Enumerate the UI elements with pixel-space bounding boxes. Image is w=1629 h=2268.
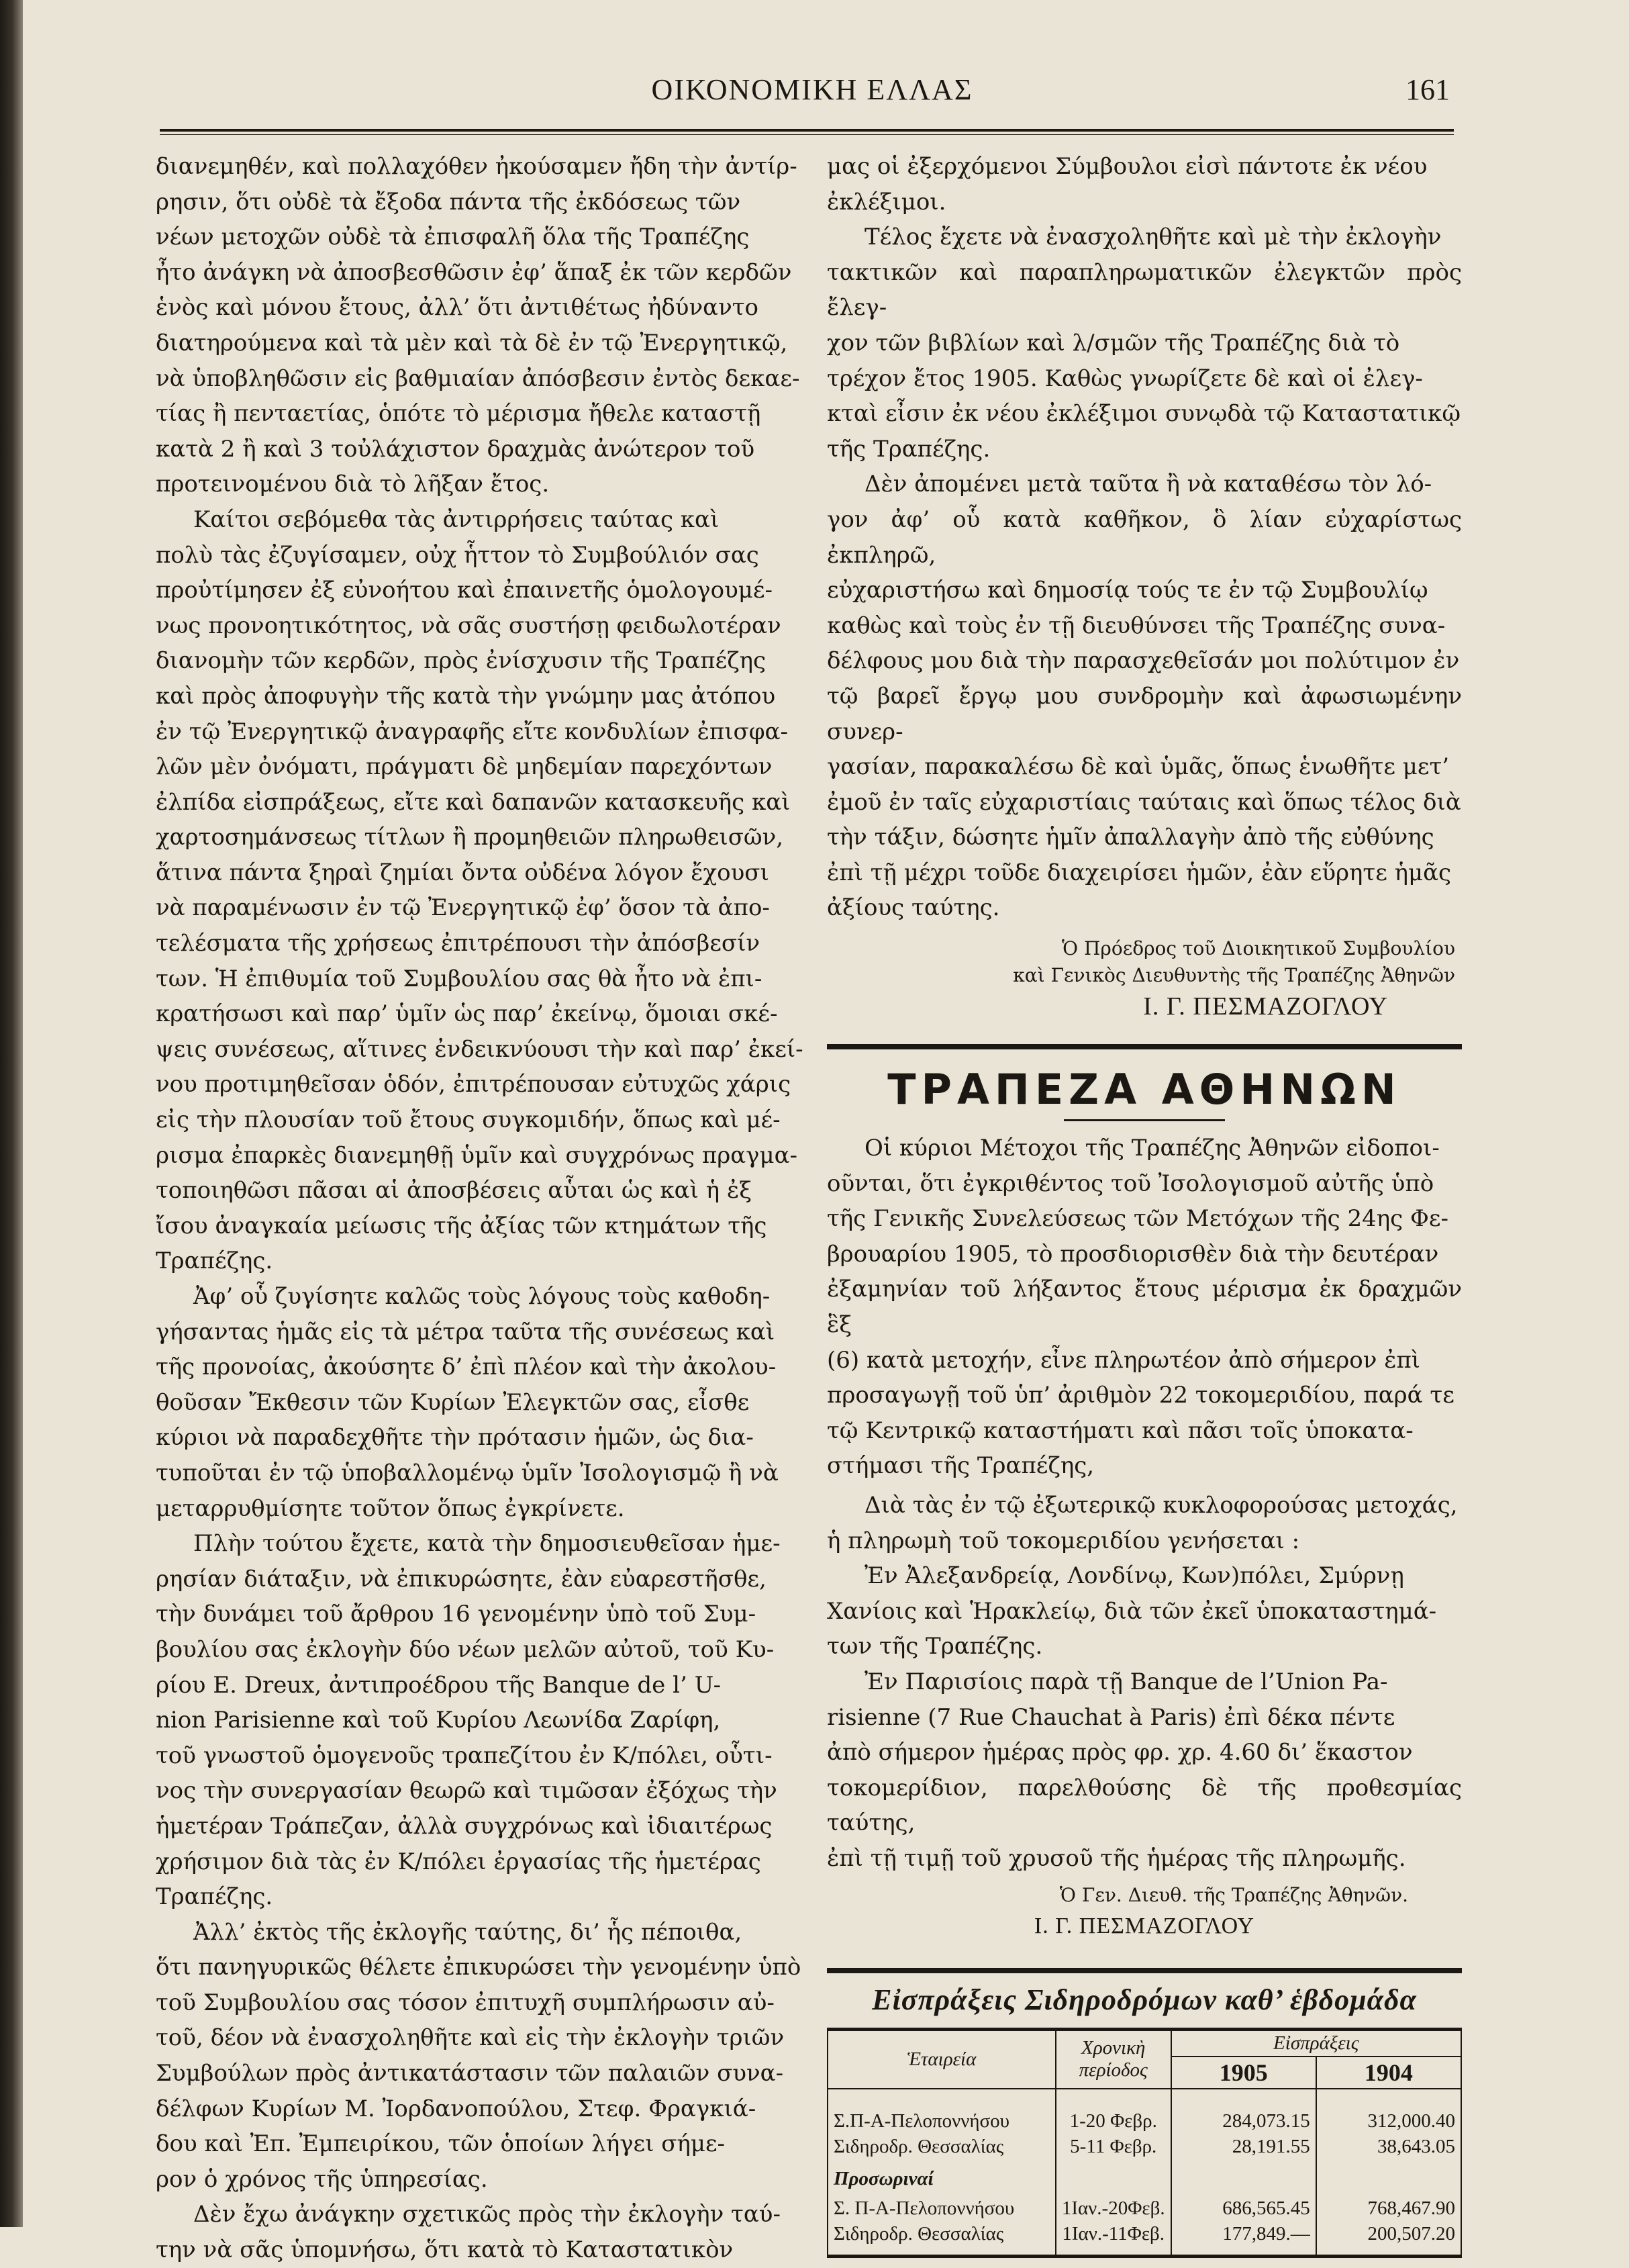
- book-binding-edge: [0, 0, 23, 2227]
- value-1905-cell: 686,565.45: [1171, 2195, 1316, 2221]
- header-rule-thin: [160, 134, 1454, 135]
- bank-notice: [827, 1064, 1462, 1943]
- value-1905-cell: 28,191.55: [1171, 2134, 1316, 2159]
- receipts-table-title: Εἰσπράξεις Σιδηροδρόμων καθ’ ἑβδομάδα: [872, 1983, 1417, 2016]
- railway-receipts: [827, 1983, 1462, 2258]
- notice-signature: [827, 1882, 1462, 1944]
- page-number: 161: [1405, 73, 1450, 106]
- period-cell: 5-11 Φεβρ.: [1056, 2134, 1171, 2159]
- notice-signature-title: Ὁ Γεν. Διευθ. τῆς Τραπέζης Ἀθηνῶν.: [1059, 1883, 1408, 1906]
- value-1904-cell: 200,507.20: [1316, 2221, 1461, 2257]
- period-cell: 1-20 Φεβρ.: [1056, 2089, 1171, 2134]
- right-paragraph-3: Δὲν ἀπομένει μετὰ ταῦτα ἢ νὰ καταθέσω τὸν λό- γον ἀφ’ οὗ κατὰ καθῆκον, ὃ λίαν εὐχαρίστως ἐκπληρῶ, εὐχαριστήσω καὶ δημοσίᾳ τούς τε ἐν τῷ Συμβουλίῳ καθὼς καὶ τοὺς ἐν τῇ διευθύνσει τῆς Τραπέζης συνα- δέλφους μου διὰ τὴν παρασχεθεῖσάν μοι πολύτιμον ἐν τῷ βαρεῖ ἔργῳ μου συνδρομὴν καὶ ἀφωσιωμένην συνερ- γασίαν, παρακαλέσω δὲ καὶ ὑμᾶς, ὅπως ἑνωθῆτε μετ’ ἐμοῦ ἐν ταῖς εὐχαριστίαις ταύταις καὶ ὅπως τέλος διὰ τὴν τάξιν, δώσητε ἡμῖν ἀπαλλαγὴν ἀπὸ τῆς εὐθύνης ἐπὶ τῇ μέχρι τοῦδε διαχειρίσει ἡμῶν, ἐὰν εὕρητε ἡμᾶς ἀξίους ταύτης.: [827, 471, 1462, 922]
- value-1905-cell: 284,073.15: [1171, 2089, 1316, 2134]
- left-column: [156, 149, 804, 2268]
- value-1904-cell: 768,467.90: [1316, 2195, 1461, 2221]
- empty-cell: [1171, 2159, 1316, 2195]
- table-row: [828, 2195, 1461, 2221]
- provisional-label: Προσωριναί: [828, 2159, 1056, 2195]
- table-row: [828, 2134, 1461, 2159]
- value-1905-cell: 177,849.—: [1171, 2221, 1316, 2257]
- period-cell: 1Ιαν.-20Φεβ.: [1056, 2195, 1171, 2221]
- bank-notice-title: ΤΡΑΠΕΖΑ ΑΘΗΝΩΝ: [887, 1065, 1401, 1115]
- left-paragraph-2: Καίτοι σεβόμεθα τὰς ἀντιρρήσεις ταύτας καὶ πολὺ τὰς ἐζυγίσαμεν, οὐχ ἧττον τὸ Συμβούλιόν σας προὐτίμησεν ἐξ εὐνοήτου καὶ ἐπαινετῆς ὁμολογουμέ- νως προνοητικότητος, νὰ σᾶς συστήσῃ φειδωλοτέραν διανομὴν τῶν κερδῶν, πρὸς ἐνίσχυσιν τῆς Τραπέζης καὶ πρὸς ἀποφυγὴν τῆς κατὰ τὴν γνώμην μας ἀτόπου ἐν τῷ Ἐνεργητικῷ ἀναγραφῆς εἴτε κονδυλίων ἐπισφα- λῶν μὲν ὀνόματι, πράγματι δὲ μηδεμίαν παρεχόντων ἐλπίδα εἰσπράξεως, εἴτε καὶ δαπανῶν κατασκευῆς καὶ χαρτοσημάνσεως τίτλων ἢ προμηθειῶν πληρωθεισῶν, ἅτινα πάντα ξηραὶ ζημίαι ὄντα οὐδένα λόγον ἔχουσι νὰ παραμένωσιν ἐν τῷ Ἐνεργητικῷ ἐφ’ ὅσον τὰ ἀπο- τελέσματα τῆς χρήσεως ἐπιτρέπουσι τὴν ἀπόσβεσίν των. Ἡ ἐπιθυμία τοῦ Συμβουλίου σας θὰ ἦτο νὰ ἐπι- κρατήσωσι καὶ παρ’ ὑμῖν ὡς παρ’ ἐκείνῳ, ὅμοιαι σκέ- ψεις συνέσεως, αἵτινες ἐνδεικνύουσι τὴν καὶ παρ’ ἐκεί- νου προτιμηθεῖσαν ὁδόν, ἐπιτρέπουσαν εὐτυχῶς χάρις εἰς τὴν πλουσίαν τοῦ ἔτους συγκομιδήν, ὅπως καὶ μέ- ρισμα ἐπαρκὲς διανεμηθῇ ὑμῖν καὶ συγχρόνως πραγμα- τοποιηθῶσι πᾶσαι αἱ ἀποσβέσεις αὗται ὡς καὶ ἡ ἐξ ἴσου ἀναγκαία μείωσις τῆς ἀξίας τῶν κτημάτων τῆς Τραπέζης.: [156, 506, 803, 1275]
- empty-cell: [1316, 2159, 1461, 2195]
- company-cell: Σιδηροδρ. Θεσσαλίας: [828, 2134, 1056, 2159]
- value-1904-cell: 312,000.40: [1316, 2089, 1461, 2134]
- header-year-1905: 1905: [1171, 2057, 1316, 2089]
- left-paragraph-3: Ἀφ’ οὗ ζυγίσητε καλῶς τοὺς λόγους τοὺς καθοδη- γήσαντας ἡμᾶς εἰς τὰ μέτρα ταῦτα τῆς συνέσεως καὶ τῆς προνοίας, ἀκούσητε δ’ ἐπὶ πλέον καὶ τὴν ἀκολου- θοῦσαν Ἔκθεσιν τῶν Κυρίων Ἐλεγκτῶν σας, εἶσθε κύριοι νὰ παραδεχθῆτε τὴν πρότασιν ἡμῶν, ὡς δια- τυποῦται ἐν τῷ ὑποβαλλομένῳ ὑμῖν Ἰσολογισμῷ ἢ νὰ μεταρρυθμίσητε τοῦτον ὅπως ἐγκρίνετε.: [156, 1283, 779, 1522]
- company-cell: Σ. Π-Α-Πελοποννήσου: [828, 2195, 1056, 2221]
- header-company: Ἑταιρεία: [828, 2029, 1056, 2089]
- right-paragraph-2: Τέλος ἔχετε νὰ ἐνασχοληθῆτε καὶ μὲ τὴν ἐκλογὴν τακτικῶν καὶ παραπληρωματικῶν ἐλεγκτῶν πρὸς ἔλεγ- χον τῶν βιβλίων καὶ λ/σμῶν τῆς Τραπέζης διὰ τὸ τρέχον ἔτος 1905. Καθὼς γνωρίζετε δὲ καὶ οἱ ἐλεγ- κταὶ εἶσιν ἐκ νέου ἐκλέξιμοι συνῳδὰ τῷ Καταστατικῷ τῆς Τραπέζης.: [827, 224, 1462, 463]
- table-divider: [827, 1968, 1462, 1973]
- left-paragraph-6: Δὲν ἔχω ἀνάγκην σχετικῶς πρὸς τὴν ἐκλογὴν ταύ- την νὰ σᾶς ὑπομνήσω, ὅτι κατὰ τὸ Καταστατικὸν: [156, 2201, 781, 2264]
- right-paragraph-1: μας οἱ ἐξερχόμενοι Σύμβουλοι εἰσὶ πάντοτε ἐκ νέου ἐκλέξιμοι.: [827, 153, 1428, 216]
- table-row: [828, 2089, 1461, 2134]
- header-receipts: Εἰσπράξεις: [1171, 2029, 1461, 2057]
- company-cell: Σ.Π-Α-Πελοποννήσου: [828, 2089, 1056, 2134]
- company-cell: Σιδηροδρ. Θεσσαλίας: [828, 2221, 1056, 2257]
- notice-paragraph-2: Διὰ τὰς ἐν τῷ ἐξωτερικῷ κυκλοφορούσας μετοχάς, ἡ πληρωμὴ τοῦ τοκομεριδίου γενήσεται :: [827, 1492, 1458, 1554]
- right-column: [827, 149, 1462, 2258]
- empty-cell: [1056, 2159, 1171, 2195]
- table-row: [828, 2221, 1461, 2257]
- notice-paragraph-4: Ἐν Παρισίοις παρὰ τῇ Banque de l’Union Pa- risienne (7 Rue Chauchat à Paris) ἐπὶ δέκα πέντε ἀπὸ σήμερον ἡμέρας πρὸς φρ. χρ. 4.60 δι’ ἕκαστον τοκομερίδιον, παρελθούσης δὲ τῆς προθεσμίας ταύτης, ἐπὶ τῇ τιμῇ τοῦ χρυσοῦ τῆς ἡμέρας τῆς πληρωμῆς.: [827, 1668, 1462, 1872]
- header-rule: [160, 129, 1454, 132]
- title-underline: [1064, 1119, 1225, 1121]
- period-cell: 1Ιαν.-11Φεβ.: [1056, 2221, 1171, 2257]
- notice-paragraph-3: Ἐν Ἀλεξανδρείᾳ, Λονδίνῳ, Κων)πόλει, Σμύρνῃ Χανίοις καὶ Ἡρακλείῳ, διὰ τῶν ἐκεῖ ὑποκαταστημά- των τῆς Τραπέζης.: [827, 1562, 1437, 1660]
- left-paragraph-4: Πλὴν τούτου ἔχετε, κατὰ τὴν δημοσιευθεῖσαν ἡμε- ρησίαν διάταξιν, νὰ ἐπικυρώσητε, ἐὰν εὐαρεστῆσθε, τὴν δυνάμει τοῦ ἄρθρου 16 γενομένην ὑπὸ τοῦ Συμ- βουλίου σας ἐκλογὴν δύο νέων μελῶν αὐτοῦ, τοῦ Κυ- ρίου E. Dreux, ἀντιπροέδρου τῆς Banque de l’ U- nion Parisienne καὶ τοῦ Κυρίου Λεωνίδα Ζαρίφη, τοῦ γνωστοῦ ὁμογενοῦς τραπεζίτου ἐν Κ/πόλει, οὗτι- νος τὴν συνεργασίαν θεωρῶ καὶ τιμῶσαν ἐξόχως τὴν ἡμετέραν Τράπεζαν, ἀλλὰ συγχρόνως καὶ ἰδιαιτέρως χρήσιμον διὰ τὰς ἐν Κ/πόλει ἐργασίας τῆς ἡμετέρας Τραπέζης.: [156, 1530, 781, 1911]
- header-year-1904: 1904: [1316, 2057, 1461, 2089]
- notice-signature-name: Ι. Γ. ΠΕΣΜΑΖΟΓΛΟΥ: [1034, 1913, 1255, 1938]
- signature-title-line-1: Ὁ Πρόεδρος τοῦ Διοικητικοῦ Συμβουλίου: [1062, 937, 1455, 960]
- header-period: Χρονικὴ περίοδος: [1056, 2029, 1171, 2089]
- left-paragraph-1: διανεμηθέν, καὶ πολλαχόθεν ἠκούσαμεν ἤδη τὴν ἀντίρ- ρησιν, ὅτι οὐδὲ τὰ ἔξοδα πάντα τῆς ἐκδόσεως τῶν νέων μετοχῶν οὐδὲ τὰ ἐπισφαλῆ ὅλα τῆς Τραπέζης ἦτο ἀνάγκη νὰ ἀποσβεσθῶσιν ἐφ’ ἅπαξ ἐκ τῶν κερδῶν ἑνὸς καὶ μόνου ἔτους, ἀλλ’ ὅτι ἀντιθέτως ἠδύναντο διατηρούμενα καὶ τὰ μὲν καὶ τὰ δὲ ἐν τῷ Ἐνεργητικῷ, νὰ ὑποβληθῶσιν εἰς βαθμιαίαν ἀπόσβεσιν ἐντὸς δεκαε- τίας ἢ πενταετίας, ὁπότε τὸ μέρισμα ἤθελε καταστῇ κατὰ 2 ἢ καὶ 3 τοὐλάχιστον δραχμὰς ἀνώτερον τοῦ προτεινομένου διὰ τὸ λῆξαν ἔτος.: [156, 153, 800, 498]
- receipts-table: [827, 2028, 1462, 2258]
- section-divider: [827, 1044, 1462, 1049]
- signature-name: Ι. Γ. ΠΕΣΜΑΖΟΓΛΟΥ: [1143, 992, 1388, 1021]
- journal-title: ΟΙΚΟΝΟΜΙΚΗ ΕΛΛΑΣ: [651, 73, 973, 106]
- value-1904-cell: 38,643.05: [1316, 2134, 1461, 2159]
- left-paragraph-5: Ἀλλ’ ἐκτὸς τῆς ἐκλογῆς ταύτης, δι’ ἧς πέποιθα, ὅτι πανηγυρικῶς θέλετε ἐπικυρώσει τὴν γενομένην ὑπὸ τοῦ Συμβουλίου σας τόσον ἐπιτυχῆ συμπλήρωσιν αὐ- τοῦ, δέον νὰ ἐνασχοληθῆτε καὶ εἰς τὴν ἐκλογὴν τριῶν Συμβούλων πρὸς ἀντικατάστασιν τῶν παλαιῶν συνα- δέλφων Κυρίων Μ. Ἰορδανοπούλου, Στεφ. Φραγκιά- δου καὶ Ἐπ. Ἐμπειρίκου, τῶν ὁποίων λήγει σήμε- ρον ὁ χρόνος τῆς ὑπηρεσίας.: [156, 1918, 801, 2193]
- president-signature: [827, 935, 1462, 1024]
- table-row: [828, 2159, 1461, 2195]
- notice-paragraph-1: Οἱ κύριοι Μέτοχοι τῆς Τραπέζης Ἀθηνῶν εἰδοποι- οῦνται, ὅτι ἐγκριθέντος τοῦ Ἰσολογισμοῦ αὐτῆς ὑπὸ τῆς Γενικῆς Συνελεύσεως τῶν Μετόχων τῆς 24ης Φε- βρουαρίου 1905, τὸ προσδιορισθὲν διὰ τὴν δευτέραν ἐξαμηνίαν τοῦ λήξαντος ἔτους μέρισμα ἐκ δραχμῶν ἓξ (6) κατὰ μετοχήν, εἶνε πληρωτέον ἀπὸ σήμερον ἐπὶ προσαγωγῇ τοῦ ὑπ’ ἀριθμὸν 22 τοκομεριδίου, παρά τε τῷ Κεντρικῷ καταστήματι καὶ πᾶσι τοῖς ὑποκατα- στήμασι τῆς Τραπέζης,: [827, 1135, 1462, 1480]
- signature-title-line-2: καὶ Γενικὸς Διευθυντὴς τῆς Τραπέζης Ἀθηνῶν: [1013, 964, 1455, 987]
